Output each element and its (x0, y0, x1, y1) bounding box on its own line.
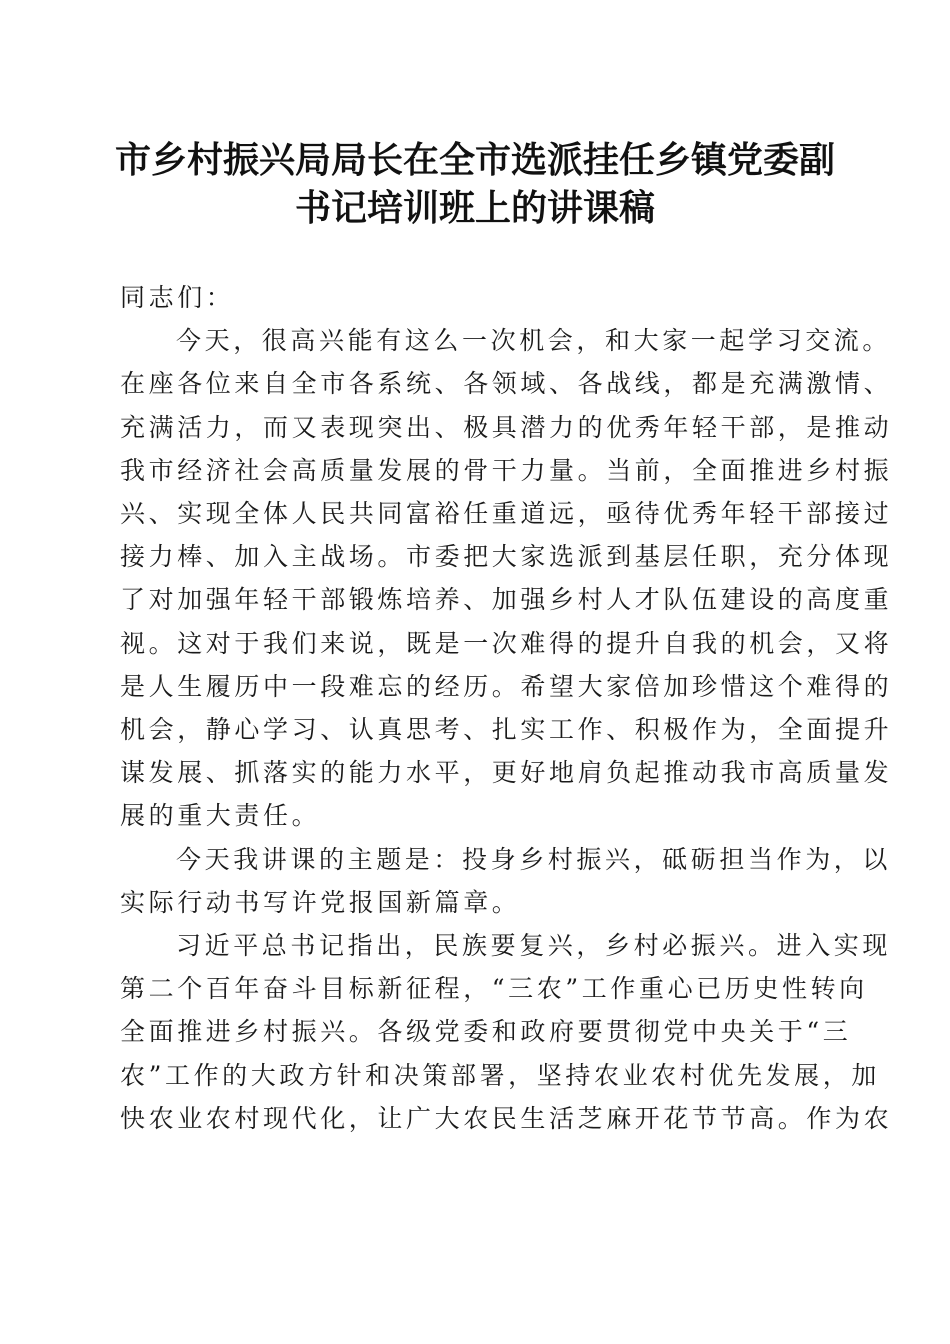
paragraph-line: 全面推进乡村振兴。各级党委和政府要贯彻党中央关于“三 (120, 1017, 852, 1047)
paragraph-line: 接力棒、加入主战场。市委把大家选派到基层任职，充分体现 (120, 542, 893, 572)
paragraph-line: 习近平总书记指出，民族要复兴，乡村必振兴。进入实现 (176, 931, 892, 961)
paragraph-line: 了对加强年轻干部锻炼培养、加强乡村人才队伍建设的高度重 (120, 585, 893, 615)
document-title-line-2: 书记培训班上的讲课稿 (294, 187, 655, 229)
salutation-text: 同志们： (120, 283, 235, 312)
paragraph-line: 机会，静心学习、认真思考、扎实工作、积极作为，全面提升 (120, 715, 893, 745)
paragraph-line: 快农业农村现代化，让广大农民生活芝麻开花节节高。作为农 (120, 1103, 893, 1133)
paragraph-line: 在座各位来自全市各系统、各领域、各战线，都是充满激情、 (120, 369, 893, 399)
paragraph-line: 第二个百年奋斗目标新征程，“三农”工作重心已历史性转向 (120, 974, 868, 1004)
paragraph-line: 展的重大责任。 (120, 801, 321, 831)
paragraph-3 (120, 924, 893, 1140)
paragraph-2 (120, 838, 892, 924)
paragraph-line: 兴、实现全体人民共同富裕任重道远，亟待优秀年轻干部接过 (120, 499, 893, 529)
paragraph-line: 今天我讲课的主题是：投身乡村振兴，砥砺担当作为，以 (176, 844, 892, 874)
paragraph-line: 谋发展、抓落实的能力水平，更好地肩负起推动我市高质量发 (120, 758, 893, 788)
salutation (120, 276, 826, 319)
paragraph-1 (120, 319, 893, 837)
paragraph-line: 充满活力，而又表现突出、极具潜力的优秀年轻干部，是推动 (120, 412, 893, 442)
paragraph-line: 是人生履历中一段难忘的经历。希望大家倍加珍惜这个难得的 (120, 671, 893, 701)
paragraph-line: 我市经济社会高质量发展的骨干力量。当前，全面推进乡村振 (120, 455, 893, 485)
paragraph-line: 今天，很高兴能有这么一次机会，和大家一起学习交流。 (176, 326, 892, 356)
paragraph-line: 实际行动书写许党报国新篇章。 (120, 887, 521, 917)
document-title-line-1: 市乡村振兴局局长在全市选派挂任乡镇党委副 (114, 139, 835, 181)
document-body (120, 276, 893, 1140)
paragraph-line: 农”工作的大政方针和决策部署，坚持农业农村优先发展，加 (120, 1060, 880, 1090)
paragraph-line: 视。这对于我们来说，既是一次难得的提升自我的机会，又将 (120, 628, 893, 658)
